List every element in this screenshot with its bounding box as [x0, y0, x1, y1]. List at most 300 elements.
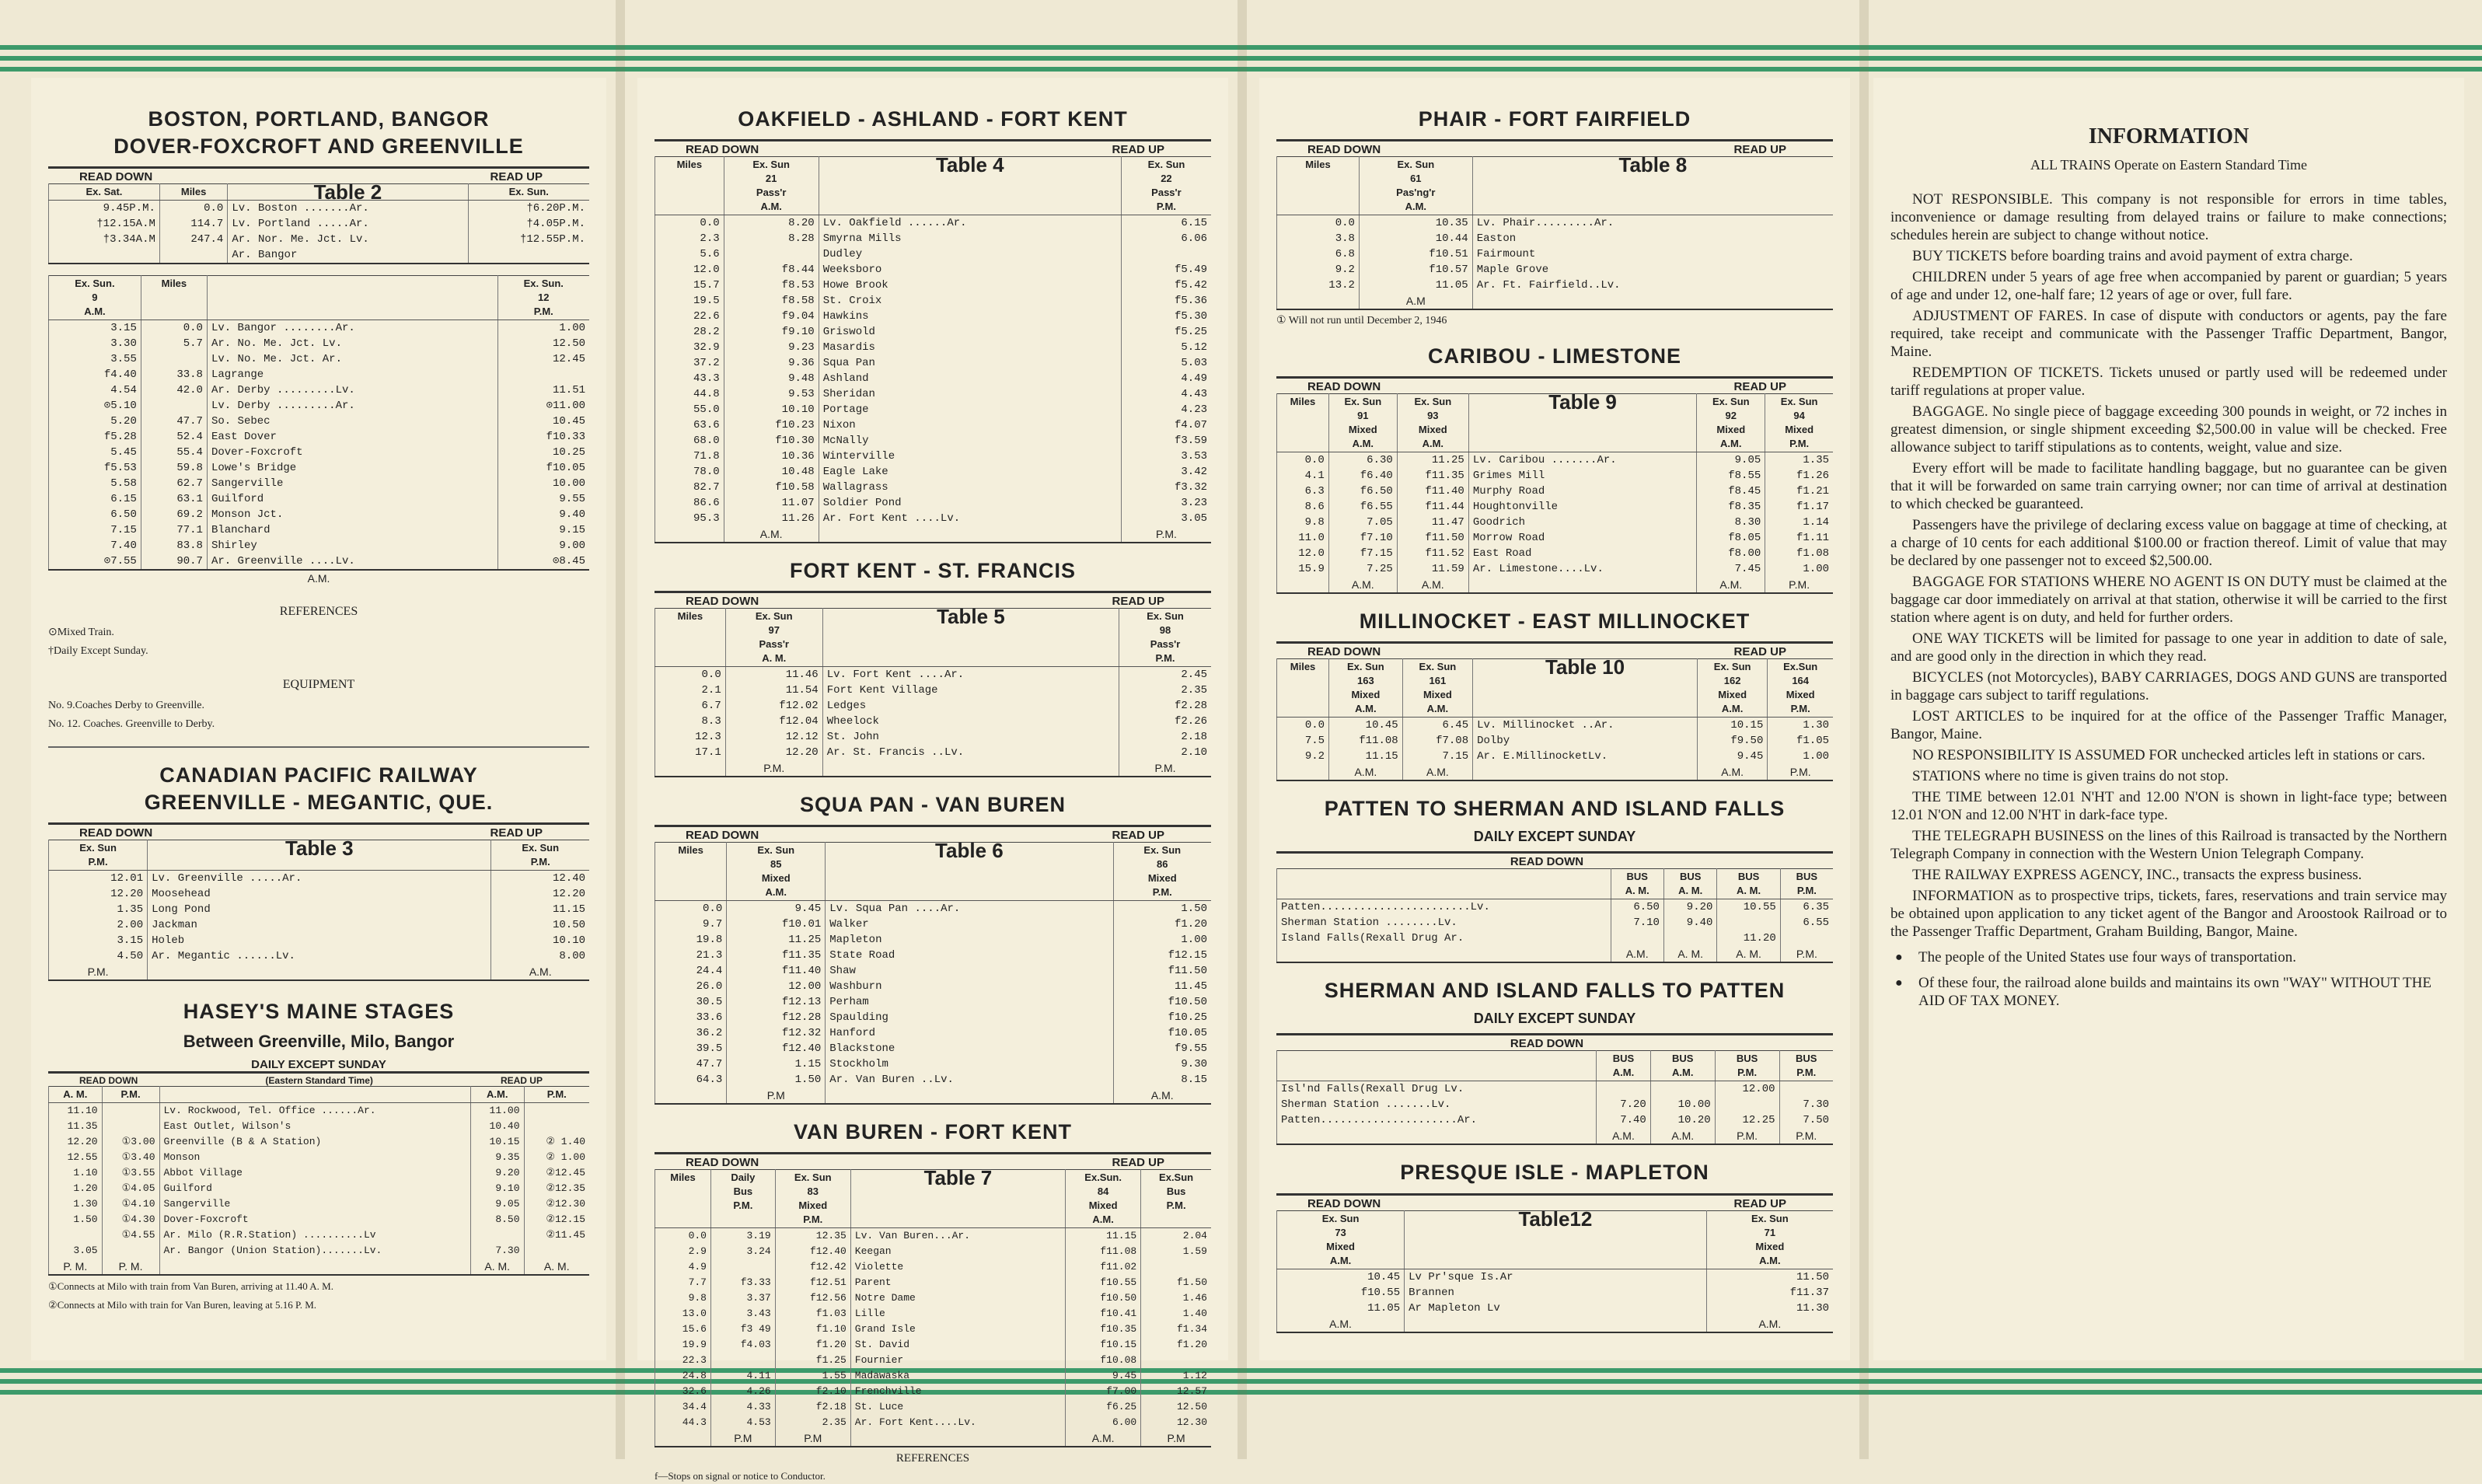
table-row [1277, 231, 1834, 246]
time-cell: 7.15 [1402, 749, 1472, 764]
station-cell: Lv. Van Buren...Ar. [850, 1228, 1065, 1245]
time-cell: ②11.45 [524, 1227, 589, 1243]
time-cell: f10.55 [1277, 1285, 1405, 1301]
time-cell: f7.10 [1328, 530, 1397, 546]
time-cell: 11.15 [1066, 1228, 1141, 1245]
table-row [49, 1134, 590, 1150]
time-cell: 6.8 [1277, 246, 1360, 262]
table-row [655, 683, 1212, 698]
time-cell: 3.23 [1121, 495, 1211, 511]
table-row [655, 1353, 1212, 1368]
time-cell: f11.40 [1397, 484, 1468, 499]
time-cell: f11.02 [1066, 1259, 1141, 1275]
station-cell: Ar. Fort Kent ....Lv. [819, 511, 1121, 526]
time-cell: f10.15 [1066, 1337, 1141, 1353]
time-cell: f11.40 [727, 963, 826, 979]
information-paragraph: THE RAILWAY EXPRESS AGENCY, INC., transacts the express business. [1912, 867, 2362, 884]
references-heading: REFERENCES [895, 1452, 970, 1465]
table-row [1277, 561, 1834, 577]
table-row [655, 1056, 1212, 1072]
time-cell: 21.3 [655, 948, 727, 963]
station-cell: Griswold [819, 324, 1121, 340]
table-row [655, 1228, 1212, 1245]
time-cell: 9.30 [1113, 1056, 1211, 1072]
col-head: Miles [1277, 659, 1329, 718]
station-cell: Sherman Station ........Lv. [1277, 915, 1611, 931]
time-cell: ①4.10 [102, 1196, 159, 1212]
table-row [49, 1227, 590, 1243]
time-cell: ①4.30 [102, 1212, 159, 1227]
table10-title: MILLINOCKET - EAST MILLINOCKET [1359, 609, 1751, 634]
table-foot: A.M. [1397, 577, 1468, 593]
time-cell: ②12.35 [524, 1181, 589, 1196]
time-cell: 5.7 [141, 336, 207, 351]
time-cell: 1.55 [775, 1368, 850, 1384]
time-cell: f8.44 [724, 262, 819, 278]
time-cell: 4.26 [710, 1384, 775, 1399]
time-cell [524, 1119, 589, 1134]
station-cell: Blackstone [826, 1041, 1113, 1056]
station-cell: Wheelock [822, 714, 1119, 729]
read-direction: READ DOWN READ UP [1276, 376, 1833, 393]
table-foot: P.M. [1780, 946, 1833, 962]
time-cell: 9.53 [724, 386, 819, 402]
table-row [655, 231, 1212, 246]
time-cell: 15.6 [655, 1322, 711, 1337]
time-cell: f10.35 [1066, 1322, 1141, 1337]
col-head: P.M. [102, 1087, 159, 1103]
col-head: Miles [655, 1170, 711, 1228]
time-cell: 12.50 [497, 336, 589, 351]
time-cell: 39.5 [655, 1041, 727, 1056]
table-row [1277, 749, 1834, 764]
table-row [49, 216, 590, 232]
table-row [1277, 262, 1834, 278]
panel-4-information [1873, 78, 2464, 1360]
time-cell: 9.48 [724, 371, 819, 386]
table-row [49, 538, 590, 553]
station-cell: Brannen [1405, 1285, 1707, 1301]
table-row [49, 1181, 590, 1196]
table-row [49, 367, 590, 382]
station-cell: Perham [826, 994, 1113, 1010]
time-cell: 2.1 [655, 683, 726, 698]
time-cell: 4.11 [710, 1368, 775, 1384]
table-foot: A. M. [1663, 946, 1716, 962]
time-cell: 4.43 [1121, 386, 1211, 402]
time-cell: 0.0 [1277, 452, 1329, 469]
time-cell: 11.46 [725, 667, 822, 683]
time-cell: 12.20 [725, 745, 822, 760]
time-cell: 7.40 [1597, 1112, 1651, 1128]
time-cell: 4.9 [655, 1259, 711, 1275]
table-foot [159, 1259, 470, 1275]
table-foot: P.M. [1768, 764, 1833, 780]
time-cell: 11.05 [1359, 278, 1472, 293]
equipment-heading: EQUIPMENT [282, 678, 355, 692]
time-cell: 3.42 [1121, 464, 1211, 480]
station-cell: East Outlet, Wilson's [159, 1119, 470, 1134]
table-row [49, 933, 590, 948]
station-cell: Holeb [148, 933, 491, 948]
station-cell: Guilford [207, 491, 497, 507]
time-cell: 44.3 [655, 1415, 711, 1430]
time-cell: 6.7 [655, 698, 726, 714]
table-row [655, 1384, 1212, 1399]
time-cell: 2.3 [655, 231, 724, 246]
table-foot: P.M. [1121, 526, 1211, 543]
time-cell: f5.28 [49, 429, 141, 445]
time-cell: 11.25 [1397, 452, 1468, 469]
time-cell: f12.32 [727, 1025, 826, 1041]
time-cell: 7.15 [49, 522, 141, 538]
table-foot: P.M. [1715, 1128, 1779, 1144]
time-cell: 7.25 [1328, 561, 1397, 577]
time-cell: 7.05 [1328, 515, 1397, 530]
table-row [655, 278, 1212, 293]
page-fold [616, 0, 625, 1459]
station-cell: Shirley [207, 538, 497, 553]
time-cell: 9.45 [727, 901, 826, 917]
station-cell: Stockholm [826, 1056, 1113, 1072]
information-paragraph: ONE WAY TICKETS will be limited for passage to one year in addition to date of sale, and are good only in the direction in which they read. [1890, 630, 2447, 665]
time-cell: 12.01 [49, 871, 148, 887]
time-cell: 90.7 [141, 553, 207, 570]
time-cell: 10.55 [1717, 899, 1780, 916]
table-label: Table 6 [826, 843, 1113, 901]
time-cell: 114.7 [159, 216, 227, 232]
time-cell: 9.40 [497, 507, 589, 522]
table-label: Table 5 [822, 609, 1119, 667]
table-foot: P.M [727, 1088, 826, 1104]
station-cell: Patten.......................Lv. [1277, 899, 1611, 916]
col-head: Miles [159, 184, 227, 201]
station-cell: Ar. St. Francis ..Lv. [822, 745, 1119, 760]
station-cell: Hanford [826, 1025, 1113, 1041]
table-row [655, 1025, 1212, 1041]
time-cell: 10.10 [724, 402, 819, 417]
table-row [49, 1119, 590, 1134]
time-cell [524, 1243, 589, 1259]
station-cell: St. John [822, 729, 1119, 745]
time-cell: 11.26 [724, 511, 819, 526]
time-cell: 12.20 [491, 886, 589, 902]
time-cell: 7.7 [655, 1275, 711, 1290]
time-cell: f12.04 [725, 714, 822, 729]
time-cell: 9.35 [470, 1150, 524, 1165]
time-cell: 12.20 [49, 886, 148, 902]
table-row [49, 201, 590, 217]
time-cell: 7.20 [1597, 1097, 1651, 1112]
col-head [1277, 869, 1611, 899]
table-row [49, 1196, 590, 1212]
col-head: Ex. Sun 73 Mixed A.M. [1277, 1210, 1405, 1269]
read-direction: READ DOWN (Eastern Standard Time) READ UP [48, 1071, 589, 1086]
table-foot: P.M [710, 1430, 775, 1447]
table-row [1277, 530, 1834, 546]
table-row [49, 398, 590, 414]
station-cell: Ar. Milo (R.R.Station) ..........Lv [159, 1227, 470, 1243]
table-label: Table 10 [1473, 659, 1698, 718]
time-cell: 8.28 [724, 231, 819, 246]
time-cell: f10.55 [1066, 1275, 1141, 1290]
station-cell: Smyrna Mills [819, 231, 1121, 246]
time-cell: 10.20 [1650, 1112, 1715, 1128]
time-cell: 32.9 [655, 340, 724, 355]
table-row [655, 1244, 1212, 1259]
table-row [1277, 1081, 1834, 1098]
col-head: Miles [141, 276, 207, 320]
information-paragraph: NO RESPONSIBILITY IS ASSUMED FOR unchecked articles left in stations or cars. [1912, 747, 2426, 764]
station-cell: Nixon [819, 417, 1121, 433]
time-cell: f5.42 [1121, 278, 1211, 293]
time-cell: ⊙7.55 [49, 553, 141, 570]
time-cell: f10.05 [1113, 1025, 1211, 1041]
station-cell: Greenville (B & A Station) [159, 1134, 470, 1150]
information-paragraph: ADJUSTMENT OF FARES. In case of dispute with conductors or agents, pay the fare required, take receipt and communicate with the Passenger Traffic Department, Bangor, Maine. [1890, 308, 2447, 361]
table-row [1277, 1285, 1834, 1301]
table-row [49, 871, 590, 887]
reference-note: ⊙Mixed Train. [48, 627, 114, 639]
time-cell: f12.28 [727, 1010, 826, 1025]
table-row [49, 247, 590, 264]
time-cell: ② 1.40 [524, 1134, 589, 1150]
time-cell: 1.20 [49, 1181, 103, 1196]
table-row [49, 232, 590, 247]
table-row [655, 371, 1212, 386]
station-cell: Ledges [822, 698, 1119, 714]
time-cell: 24.8 [655, 1368, 711, 1384]
hasey-table [48, 1086, 589, 1276]
col-head: Miles [1277, 394, 1329, 452]
time-cell: 9.45 [1697, 749, 1767, 764]
table-row [49, 476, 590, 491]
time-cell: 12.12 [725, 729, 822, 745]
time-cell: 12.25 [1715, 1112, 1779, 1128]
information-paragraph: LOST ARTICLES to be inquired for at the office of the Passenger Traffic Manager, Bangor, Maine. [1890, 708, 2447, 743]
table-row [1277, 1097, 1834, 1112]
information-paragraph: Every effort will be made to facilitate handling baggage, but no guarantee can be given that it will be forwarded on same train carrying owner; nor can time of arrival at destination to which checked be guaranteed. [1890, 460, 2447, 513]
station-cell: Dover-Foxcroft [159, 1212, 470, 1227]
time-cell: 0.0 [655, 215, 724, 232]
time-cell: f2.10 [775, 1384, 850, 1399]
information-paragraph: BUY TICKETS before boarding trains and avoid payment of extra charge. [1912, 248, 2353, 265]
read-direction: READ DOWN READ UP [655, 1152, 1211, 1169]
time-cell: 10.44 [1359, 231, 1472, 246]
station-cell: Squa Pan [819, 355, 1121, 371]
station-cell: Ar. Bangor (Union Station).......Lv. [159, 1243, 470, 1259]
col-head: Miles [655, 157, 724, 215]
time-cell: 9.05 [1697, 452, 1765, 469]
time-cell: †12.15A.M [49, 216, 160, 232]
page-fold [1238, 0, 1247, 1459]
time-cell: f12.51 [775, 1275, 850, 1290]
time-cell: 55.0 [655, 402, 724, 417]
station-cell: Grand Isle [850, 1322, 1065, 1337]
time-cell: 33.6 [655, 1010, 727, 1025]
col-head: Ex. Sun 71 Mixed A.M. [1706, 1210, 1833, 1269]
col-head [207, 276, 497, 320]
time-cell: f10.08 [1066, 1353, 1141, 1368]
time-cell: f1.11 [1765, 530, 1833, 546]
table-foot: A.M. [724, 526, 819, 543]
table-row [655, 698, 1212, 714]
time-cell: 5.20 [49, 414, 141, 429]
time-cell: f5.25 [1121, 324, 1211, 340]
time-cell: 1.12 [1141, 1368, 1211, 1384]
table-foot: A. M. [524, 1259, 589, 1275]
time-cell: 5.45 [49, 445, 141, 460]
time-cell [49, 1227, 103, 1243]
station-cell: Monson Jct. [207, 507, 497, 522]
time-cell: f11.37 [1706, 1285, 1833, 1301]
station-cell: Masardis [819, 340, 1121, 355]
table-row [655, 1259, 1212, 1275]
station-cell: Ar. No. Me. Jct. Lv. [207, 336, 497, 351]
station-cell: Murphy Road [1468, 484, 1696, 499]
station-cell: East Dover [207, 429, 497, 445]
table-row [655, 1306, 1212, 1322]
station-cell: McNally [819, 433, 1121, 449]
col-head: Ex.Sun 164 Mixed P.M. [1768, 659, 1833, 718]
time-cell: 63.6 [655, 417, 724, 433]
col-head: Ex. Sat. [49, 184, 160, 201]
table-row [655, 932, 1212, 948]
time-cell: f9.04 [724, 309, 819, 324]
time-cell: 8.20 [724, 215, 819, 232]
station-cell: Ar. Greenville ....Lv. [207, 553, 497, 570]
time-cell: 9.45P.M. [49, 201, 160, 217]
time-cell: f9.55 [1113, 1041, 1211, 1056]
time-cell: 247.4 [159, 232, 227, 247]
time-cell: 77.1 [141, 522, 207, 538]
time-cell: 52.4 [141, 429, 207, 445]
time-cell: f7.00 [1066, 1384, 1141, 1399]
col-head: Ex. Sun 86 Mixed P.M. [1113, 843, 1211, 901]
table-row [655, 215, 1212, 232]
table-row [655, 901, 1212, 917]
station-cell: Lv Pr'sque Is.Ar [1405, 1269, 1707, 1285]
station-cell: Walker [826, 917, 1113, 932]
table-foot: A.M. [1697, 764, 1767, 780]
table-foot: A.M. [1697, 577, 1765, 593]
station-cell: St. Croix [819, 293, 1121, 309]
table-row [1277, 899, 1834, 916]
col-head: Ex. Sun 161 Mixed A.M. [1402, 659, 1472, 718]
read-direction: READ DOWN READ UP [1276, 1193, 1833, 1210]
time-cell: f2.18 [775, 1399, 850, 1415]
information-paragraph: NOT RESPONSIBLE. This company is not responsible for errors in time tables, inconvenience or damage resulting from delayed trains or failure to make connections; schedules herein are subject to change without notice. [1890, 191, 2447, 244]
time-cell: ①3.55 [102, 1165, 159, 1181]
station-cell: Moosehead [148, 886, 491, 902]
table-row [655, 917, 1212, 932]
time-cell: 12.57 [1141, 1384, 1211, 1399]
col-head: Miles [1277, 157, 1360, 215]
time-cell: 17.1 [655, 745, 726, 760]
table-row [1277, 718, 1834, 734]
time-cell: 12.20 [49, 1134, 103, 1150]
table-7 [655, 1166, 1211, 1447]
time-cell: ②12.45 [524, 1165, 589, 1181]
table-row [1277, 468, 1834, 484]
table-foot: A.M. [1113, 1088, 1211, 1104]
table-foot: P. M. [49, 1259, 103, 1275]
table-2-part-2 [48, 275, 589, 571]
col-head: Ex. Sun. 12 P.M. [497, 276, 589, 320]
time-cell: f8.58 [724, 293, 819, 309]
time-cell: 12.30 [1141, 1415, 1211, 1430]
table-foot: A.M. [1650, 1128, 1715, 1144]
station-cell: St. David [850, 1337, 1065, 1353]
time-cell: 9.8 [1277, 515, 1329, 530]
time-cell: 19.9 [655, 1337, 711, 1353]
time-cell [497, 367, 589, 382]
time-cell: f11.50 [1113, 963, 1211, 979]
table-row [655, 1337, 1212, 1353]
table-foot [1468, 577, 1696, 593]
time-cell: f12.40 [775, 1244, 850, 1259]
station-cell: Fournier [850, 1353, 1065, 1368]
read-direction: READ DOWN READ UP [655, 139, 1211, 156]
time-cell: 11.0 [1277, 530, 1329, 546]
table-row [1277, 546, 1834, 561]
time-cell: f6.50 [1328, 484, 1397, 499]
time-cell: 69.2 [141, 507, 207, 522]
col-head: BUS A.M. [1650, 1051, 1715, 1081]
time-cell: f4.07 [1121, 417, 1211, 433]
time-cell: 9.8 [655, 1290, 711, 1306]
time-cell [724, 246, 819, 262]
table-6 [655, 839, 1211, 1105]
time-cell: 9.55 [497, 491, 589, 507]
table-foot: A.M. [1329, 764, 1403, 780]
read-direction: READ DOWN READ UP [48, 166, 589, 183]
time-cell: f7.08 [1402, 733, 1472, 749]
time-cell: 9.2 [1277, 262, 1360, 278]
table-row [655, 1399, 1212, 1415]
time-cell: 4.33 [710, 1399, 775, 1415]
sherman-table [1276, 1050, 1833, 1145]
time-cell: ⊙8.45 [497, 553, 589, 570]
information-paragraph: BICYCLES (not Motorcycles), BABY CARRIAGES, DOGS AND GUNS are transported in baggage cars subject to tariff regulations. [1890, 669, 2448, 704]
panel-2 [637, 78, 1228, 1482]
time-cell: 1.00 [1768, 749, 1833, 764]
time-cell: 7.5 [1277, 733, 1329, 749]
information-title: INFORMATION [2088, 124, 2250, 148]
table8-title: PHAIR - FORT FAIRFIELD [1418, 107, 1691, 131]
station-cell: Sangerville [207, 476, 497, 491]
read-direction: READ DOWN [1276, 1033, 1833, 1050]
time-cell: 7.45 [1697, 561, 1765, 577]
table-row [655, 745, 1212, 760]
table-row [49, 414, 590, 429]
station-cell: Ar. Fort Kent....Lv. [850, 1415, 1065, 1430]
time-cell: 47.7 [141, 414, 207, 429]
time-cell: ⊙11.00 [497, 398, 589, 414]
read-direction: READ DOWN READ UP [1276, 641, 1833, 658]
time-cell: 7.10 [1611, 915, 1663, 931]
time-cell: 10.15 [1697, 718, 1767, 734]
time-cell: 0.0 [1277, 718, 1329, 734]
table-row [655, 293, 1212, 309]
station-cell: Ar. Derby .........Lv. [207, 382, 497, 398]
time-cell: 12.00 [1715, 1081, 1779, 1098]
table-row [49, 902, 590, 917]
time-cell: f11.52 [1397, 546, 1468, 561]
time-cell: 2.9 [655, 1244, 711, 1259]
information-paragraph: STATIONS where no time is given trains do not stop. [1912, 768, 2229, 785]
time-cell: 3.05 [1121, 511, 1211, 526]
